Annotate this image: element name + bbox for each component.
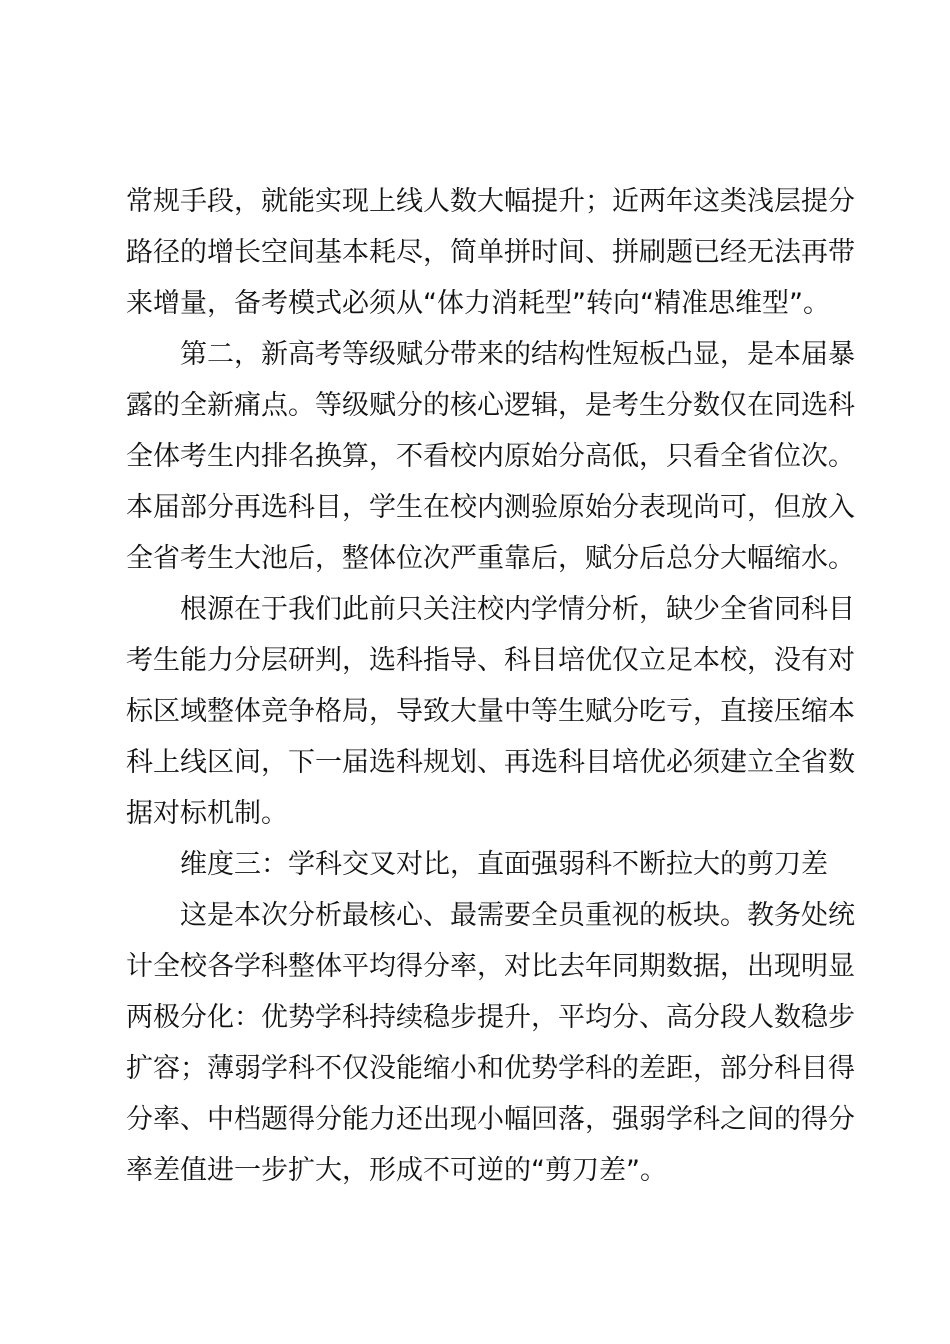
text-line: 率差值进一步扩大，形成不可逆的“剪刀差”。 <box>126 1155 667 1186</box>
text-line: 本届部分再选科目，学生在校内测验原始分表现尚可，但放入 <box>126 492 855 523</box>
text-line: 扩容；薄弱学科不仅没能缩小和优势学科的差距，部分科目得 <box>126 1053 855 1084</box>
text-line: 露的全新痛点。等级赋分的核心逻辑，是考生分数仅在同选科 <box>126 390 855 421</box>
text-line: 来增量，备考模式必须从“体力消耗型”转向“精准思维型”。 <box>126 288 830 319</box>
text-line: 标区域整体竞争格局，导致大量中等生赋分吃亏，直接压缩本 <box>126 696 855 727</box>
body-text <box>126 176 855 1196</box>
text-line: 计全校各学科整体平均得分率，对比去年同期数据，出现明显 <box>126 951 855 982</box>
text-line: 第二，新高考等级赋分带来的结构性短板凸显，是本届暴 <box>180 339 855 370</box>
text-line: 根源在于我们此前只关注校内学情分析，缺少全省同科目 <box>180 594 855 625</box>
text-line: 科上线区间，下一届选科规划、再选科目培优必须建立全省数 <box>126 747 855 778</box>
text-line: 两极分化：优势学科持续稳步提升，平均分、高分段人数稳步 <box>126 1002 855 1033</box>
text-line: 据对标机制。 <box>126 798 288 829</box>
text-line: 全体考生内排名换算，不看校内原始分高低，只看全省位次。 <box>126 441 855 472</box>
text-line: 考生能力分层研判，选科指导、科目培优仅立足本校，没有对 <box>126 645 855 676</box>
text-line: 全省考生大池后，整体位次严重靠后，赋分后总分大幅缩水。 <box>126 543 855 574</box>
text-line: 这是本次分析最核心、最需要全员重视的板块。教务处统 <box>180 900 855 931</box>
section-heading: 维度三：学科交叉对比，直面强弱科不断拉大的剪刀差 <box>180 849 828 880</box>
text-line: 路径的增长空间基本耗尽，简单拼时间、拼刷题已经无法再带 <box>126 237 855 268</box>
text-line: 常规手段，就能实现上线人数大幅提升；近两年这类浅层提分 <box>126 186 855 217</box>
text-line: 分率、中档题得分能力还出现小幅回落，强弱学科之间的得分 <box>126 1104 855 1135</box>
